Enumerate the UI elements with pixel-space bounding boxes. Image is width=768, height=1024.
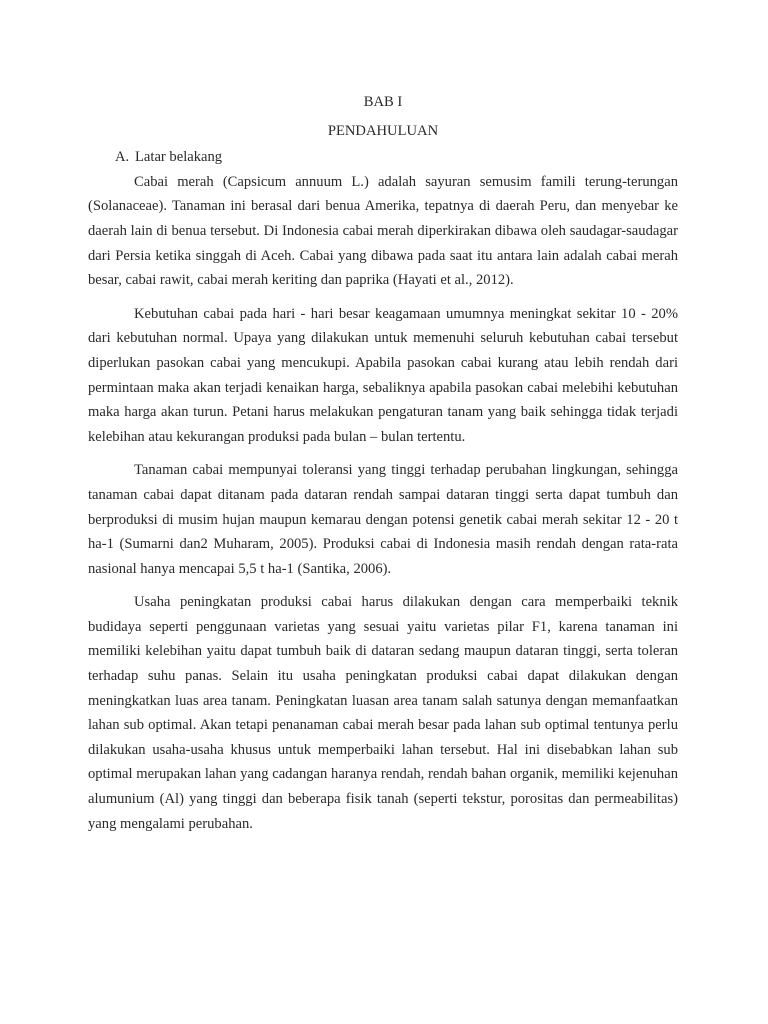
section-label: Latar belakang (135, 149, 223, 166)
paragraph-2: Kebutuhan cabai pada hari - hari besar keagamaan umumnya meningkat sekitar 10 - 20% dari kebutuhan normal. Upaya yang dilakukan untuk memenuhi seluruh kebutuhan cabai tersebut diperlukan pasokan cabai yang mencukupi. Apabila pasokan cabai kurang atau lebih rendah dari permintaan maka akan terjadi kenaikan harga, sebaliknya apabila pasokan cabai melebihi kebutuhan maka harga akan turun. Petani harus melakukan pengaturan tanam yang baik sehingga tidak terjadi kelebihan atau kekurangan produksi pada bulan – bulan tertentu. (88, 305, 678, 445)
paragraph-3: Tanaman cabai mempunyai toleransi yang tinggi terhadap perubahan lingkungan, sehingga tanaman cabai dapat ditanam pada dataran rendah sampai dataran tinggi serta dapat tumbuh dan berproduksi di musim hujan maupun kemarau dengan potensi genetik cabai merah sekitar 12 - 20 t ha-1 (Sumarni dan2 Muharam, 2005). Produksi cabai di Indonesia masih rendah dengan rata-rata nasional hanya mencapai 5,5 t ha-1 (Santika, 2006). (88, 462, 678, 577)
chapter-title: PENDAHULUAN (327, 122, 439, 139)
document-body (88, 90, 678, 845)
paragraph-1: Cabai merah (Capsicum annuum L.) adalah sayuran semusim famili terung-terungan (Solanaceae). Tanaman ini berasal dari benua Amerika, tepatnya di daerah Peru, dan menyebar ke daerah lain di benua tersebut. Di Indonesia cabai merah diperkirakan dibawa oleh saudagar-saudagar dari Persia ketika singgah di Aceh. Cabai yang dibawa pada saat itu antara lain adalah cabai merah besar, cabai rawit, cabai merah keriting dan paprika (Hayati et al., 2012). (88, 173, 678, 289)
section-marker: A. (115, 149, 130, 166)
section-heading (88, 145, 678, 170)
paragraph-4: Usaha peningkatan produksi cabai harus dilakukan dengan cara memperbaiki teknik budidaya seperti penggunaan varietas yang sesuai yaitu varietas pilar F1, karena tanaman ini memiliki kelebihan yaitu dapat tumbuh baik di dataran sedang maupun dataran tinggi, serta toleran terhadap suhu panas. Selain itu usaha peningkatan produksi cabai dapat dilakukan dengan meningkatkan luas area tanam. Peningkatan luasan area tanam salah satunya dengan memanfaatkan lahan sub optimal. Akan tetapi penanaman cabai merah besar pada lahan sub optimal tentunya perlu dilakukan usaha-usaha khusus untuk memperbaiki lahan tersebut. Hal ini disebabkan lahan sub optimal merupakan lahan yang cadangan haranya rendah, rendah bahan organik, memiliki kejenuhan alumunium (Al) yang tinggi dan beberapa fisik tanah (seperti tekstur, porositas dan permeabilitas) yang mengalami perubahan. (88, 594, 678, 832)
chapter-heading: BAB I (363, 94, 403, 110)
